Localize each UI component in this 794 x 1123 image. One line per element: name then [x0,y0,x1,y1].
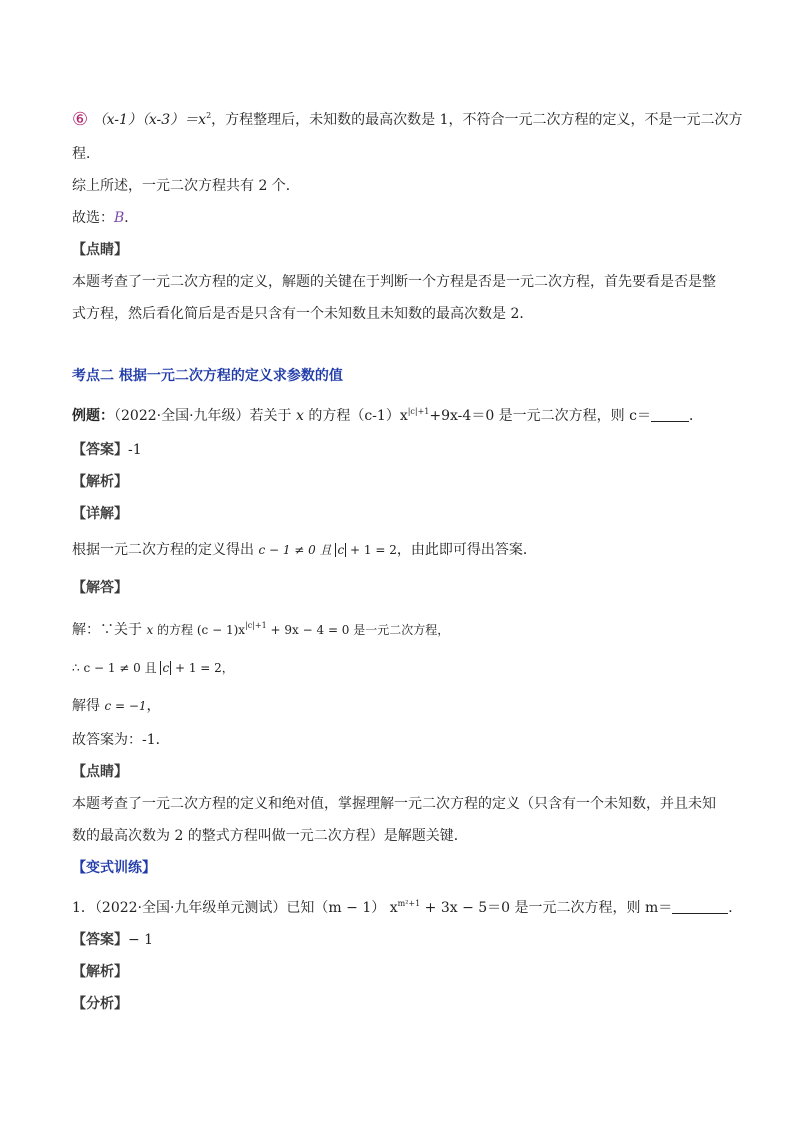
math-condition: + 1 = 2 [346,543,397,557]
section-label-jieda: 【解答】 [72,580,128,596]
solution-step [72,616,449,636]
paragraph-text: 程． [72,146,100,162]
paragraph-text: 本题考查了一元二次方程的定义和绝对值，掌握理解一元二次方程的定义（只含有一个未知数，并且未知 [72,796,716,812]
step-text: 解得 [72,698,105,714]
answer-line [72,930,153,950]
answer-line [72,440,142,460]
paragraph-text: 式方程，然后看化简后是否是只含有一个未知数且未知数的最高次数是 2． [72,306,534,322]
question-end: ． [688,408,703,424]
final-answer-text: 故答案为：-1． [72,732,170,748]
section-label-jiexi: 【解析】 [72,474,128,490]
choice-suffix: ． [124,210,139,226]
paragraph-text: 本题考查了一元二次方程的定义，解题的关键在于判断一个方程是否是一元二次方程，首先要看是否是整 [72,274,716,290]
example-question [72,402,703,422]
math-condition: ∴ c − 1 ≠ 0 且 [72,661,161,675]
solution-step [72,658,234,678]
equation-text: + 9x − 4 = 0 是一元二次方程， [266,623,450,637]
solution-item-6 [72,106,743,130]
detail-tail: ，由此即可得出答案． [396,542,537,558]
section-label-variant-training: 【变式训练】 [72,860,156,876]
section-label-jiexi: 【解析】 [72,964,128,980]
question-text: +9x-4＝0 是一元二次方程，则 c＝ [429,408,651,424]
answer-blank [651,407,689,422]
equation-text: 的方程 (c − 1)x [153,623,246,637]
paragraph-text: 数的最高次数为 2 的整式方程叫做一元二次方程）是解题关键． [72,828,468,844]
circled-number-six: ⑥ [72,109,89,130]
detail-lead: 根据一元二次方程的定义得出 [72,542,259,558]
absolute-value: c [337,543,345,557]
exponent: 2 [206,111,212,120]
choice-answer: B [114,210,125,226]
choice-prefix: 故选： [72,210,114,226]
question-text: 若关于 [249,408,296,424]
exercise-question [72,894,742,914]
question-text: + 3x − 5＝0 是一元二次方程，则 m＝ [420,900,673,916]
math-condition: + 1 = 2， [171,661,234,675]
result-equation: c = −1 [104,699,147,713]
variable: x [295,408,304,424]
exponent: m²+1 [397,899,421,908]
example-label: 例题： [72,408,114,424]
solution-step [72,696,161,716]
answer-label: 【答案】 [72,932,128,948]
question-text: 1．（2022·全国·九年级单元测试）已知（m − 1） x [72,900,398,916]
equation-text: （x-1）（x-3）＝x [92,112,207,128]
question-end: ． [728,900,743,916]
answer-blank [672,899,728,914]
step-text: ， [146,698,161,714]
choice-line [72,208,138,228]
answer-label: 【答案】 [72,442,128,458]
answer-value: − 1 [128,932,154,948]
example-source: （2022·全国·九年级） [114,408,250,424]
detail-text [72,540,537,560]
step-text: 解：∵关于 [72,622,147,638]
absolute-value: c [162,661,170,675]
section-label-dianjing: 【点睛】 [72,764,128,780]
math-condition: c − 1 ≠ 0 且 [258,543,336,557]
explanation-text: ，方程整理后，未知数的最高次数是 1，不符合一元二次方程的定义，不是一元二次方 [211,112,743,128]
section-label-dianjing: 【点睛】 [72,242,128,258]
section-label-fenxi: 【分析】 [72,996,128,1012]
answer-value: -1 [128,442,142,458]
question-text: 的方程（c-1）x [303,408,408,424]
exponent: |c|+1 [245,621,267,630]
variable: x [146,623,154,637]
topic-heading: 考点二 根据一元二次方程的定义求参数的值 [72,368,343,384]
summary-text: 综上所述，一元二次方程共有 2 个． [72,178,300,194]
section-label-xiangjie: 【详解】 [72,506,128,522]
exponent: |c|+1 [407,407,430,416]
